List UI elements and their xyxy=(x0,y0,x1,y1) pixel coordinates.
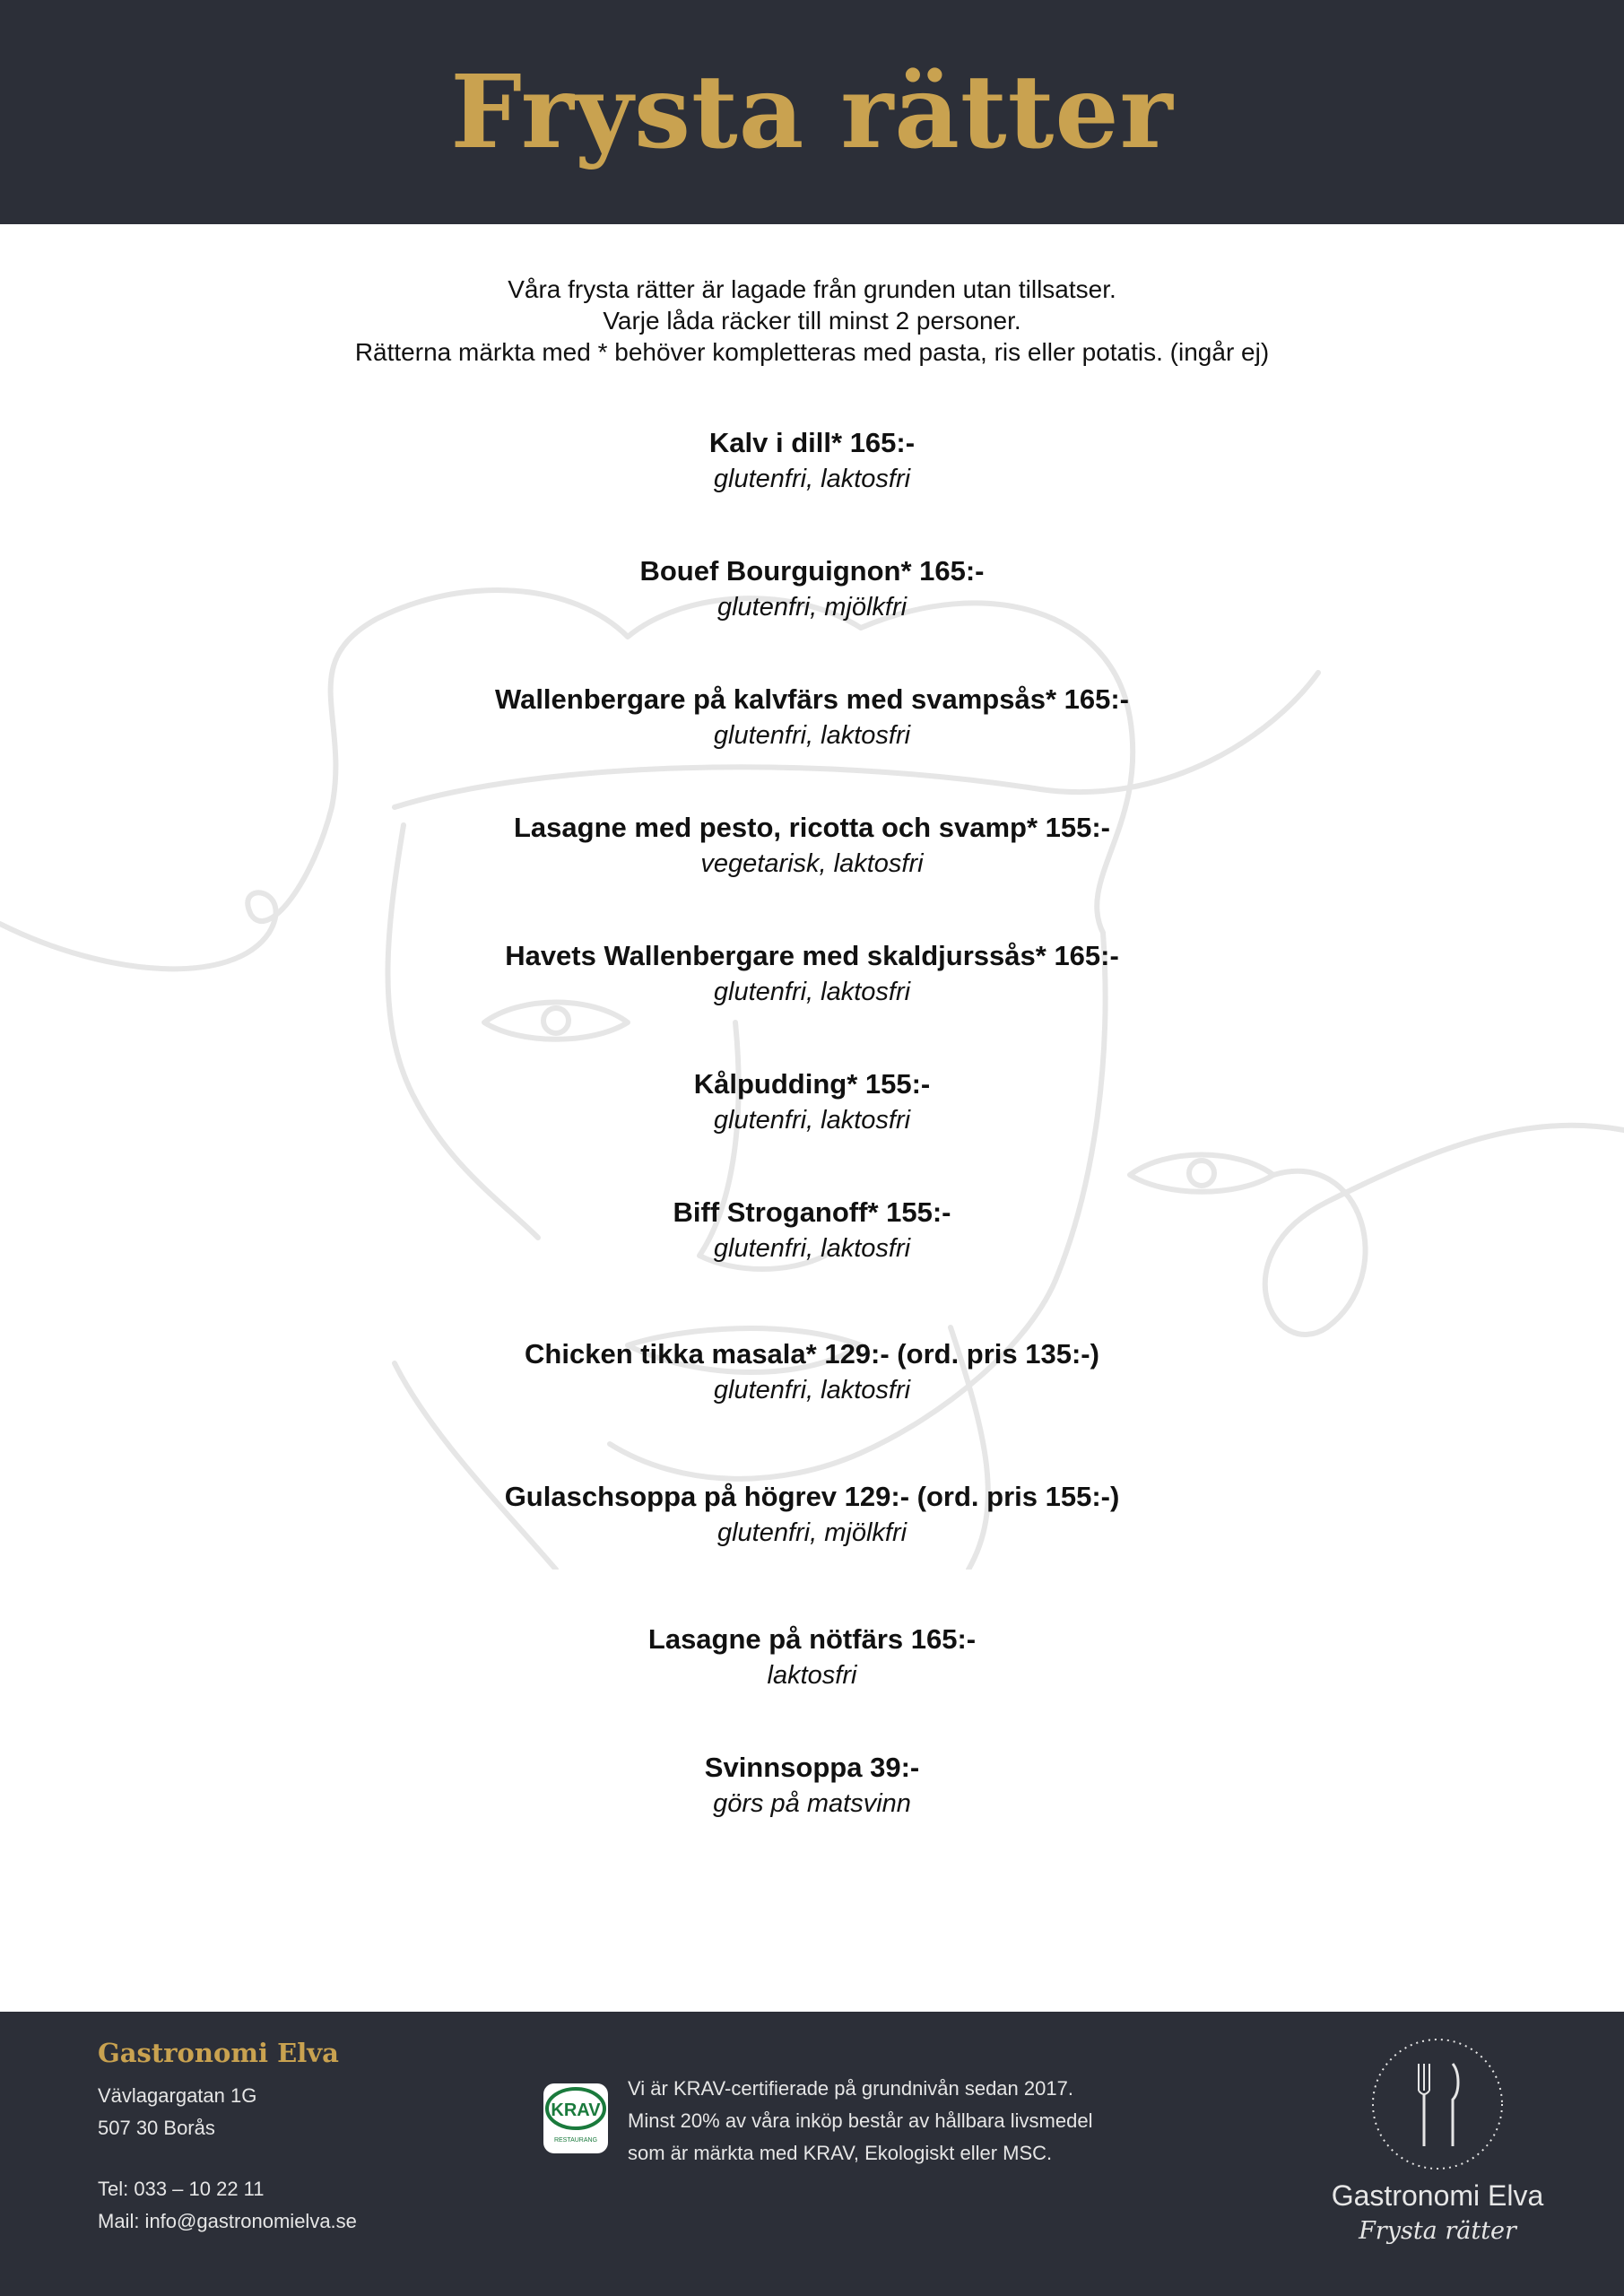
krav-statement xyxy=(628,2073,1092,2170)
menu-item-name: Wallenbergare på kalvfärs med svampsås* 165:- xyxy=(494,683,1130,715)
menu-item-name: Lasagne på nötfärs 165:- xyxy=(647,1623,977,1655)
menu-item xyxy=(0,1479,1624,1551)
menu-item-desc: laktosfri xyxy=(767,1661,857,1690)
menu-item-name: Chicken tikka masala* 129:- (ord. pris 135:-) xyxy=(525,1338,1099,1370)
page-title: Frysta rätter xyxy=(450,53,1174,171)
address-line: Vävlagargatan 1G xyxy=(98,2084,257,2107)
address-line: 507 30 Borås xyxy=(98,2117,215,2139)
menu-item xyxy=(0,1066,1624,1138)
emblem-name: Gastronomi Elva xyxy=(1331,2179,1544,2212)
krav-logo-text: KRAV xyxy=(551,2100,601,2120)
footer-phone: Tel: 033 – 10 22 11 xyxy=(98,2178,265,2200)
menu-item xyxy=(0,1336,1624,1408)
menu-item-desc: glutenfri, mjölkfri xyxy=(716,593,908,622)
menu-item-name: Havets Wallenbergare med skaldjurssås* 165:- xyxy=(505,940,1119,971)
intro-line: Rätterna märkta med * behöver kompletteras med pasta, ris eller potatis. (ingår ej) xyxy=(354,338,1270,366)
footer-contact xyxy=(98,2173,357,2238)
intro-text xyxy=(0,274,1624,368)
menu-item xyxy=(0,682,1624,753)
krav-line: Minst 20% av våra inköp består av hållbara livsmedel xyxy=(628,2109,1093,2132)
menu-item xyxy=(0,1622,1624,1693)
footer-mail: Mail: info@gastronomielva.se xyxy=(98,2210,357,2232)
menu-item-name: Bouef Bourguignon* 165:- xyxy=(639,555,985,587)
footer-address xyxy=(98,2080,256,2144)
cutlery-emblem-icon xyxy=(1370,2037,1505,2171)
krav-line: som är märkta med KRAV, Ekologiskt eller MSC. xyxy=(628,2142,1053,2164)
intro-line: Varje låda räcker till minst 2 personer. xyxy=(603,307,1021,335)
menu-item xyxy=(0,553,1624,625)
krav-logo-sub: RESTAURANG xyxy=(553,2137,598,2144)
menu-item-name: Kalv i dill* 165:- xyxy=(708,427,916,458)
menu-item-name: Lasagne med pesto, ricotta och svamp* 155:- xyxy=(514,812,1110,843)
page-footer xyxy=(0,2012,1624,2296)
krav-line: Vi är KRAV-certifierade på grundnivån sedan 2017. xyxy=(628,2077,1073,2100)
menu-item-desc: glutenfri, mjölkfri xyxy=(716,1518,908,1547)
menu-item xyxy=(0,425,1624,497)
menu-item-name: Gulaschsoppa på högrev 129:- (ord. pris 155:-) xyxy=(504,1481,1120,1512)
footer-brand: Gastronomi Elva xyxy=(98,2038,339,2068)
menu-item-desc: glutenfri, laktosfri xyxy=(713,1106,911,1135)
menu-item-name: Biff Stroganoff* 155:- xyxy=(673,1196,951,1228)
menu-item-desc: glutenfri, laktosfri xyxy=(713,1234,911,1263)
menu-item xyxy=(0,810,1624,882)
menu-item-desc: glutenfri, laktosfri xyxy=(713,721,911,750)
intro-line: Våra frysta rätter är lagade från grunden utan tillsatser. xyxy=(508,275,1116,303)
krav-logo-icon xyxy=(542,2082,610,2155)
menu-item-desc: görs på matsvinn xyxy=(713,1789,911,1818)
page-header xyxy=(0,0,1624,224)
menu-item-desc: glutenfri, laktosfri xyxy=(713,978,911,1006)
menu-item-desc: glutenfri, laktosfri xyxy=(713,465,911,493)
menu-item-desc: glutenfri, laktosfri xyxy=(713,1376,911,1405)
menu-item xyxy=(0,938,1624,1010)
menu-item-name: Kålpudding* 155:- xyxy=(693,1068,931,1100)
menu-item xyxy=(0,1195,1624,1266)
menu-item-desc: vegetarisk, laktosfri xyxy=(700,849,924,878)
menu-item-name: Svinnsoppa 39:- xyxy=(704,1752,920,1783)
menu-item xyxy=(0,1750,1624,1822)
emblem-subtitle: Frysta rätter xyxy=(1359,2217,1516,2245)
